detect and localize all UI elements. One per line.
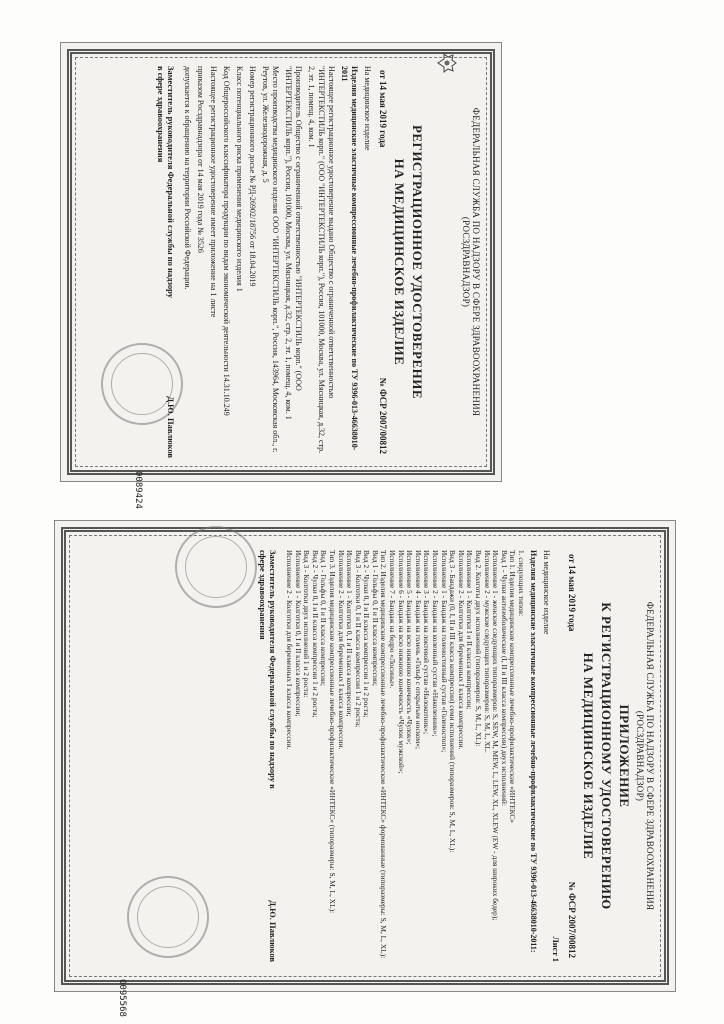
appendix-title-2: К РЕГИСТРАЦИОННОМУ УДОСТОВЕРЕНИЮ	[599, 602, 614, 910]
list-item: Исполнение 3 - Бандаж на локтевой сустав «Налокотник»;	[422, 550, 432, 735]
list-item: 1. следующих типов:	[517, 550, 526, 617]
agency-name: ФЕДЕРАЛЬНАЯ СЛУЖБА ПО НАДЗОРУ В СФЕРЕ ЗДРАВООХРАНЕНИЯ	[645, 601, 655, 911]
list-item: Исполнение 1 - Колготки 0, I и II класса компрессии;	[345, 550, 355, 717]
signer-name: Д.Ю. Павлюков	[166, 396, 176, 458]
agency-name: ФЕДЕРАЛЬНАЯ СЛУЖБА ПО НАДЗОРУ В СФЕРЕ ЗДРАВООХРАНЕНИЯ	[471, 107, 481, 417]
certificate-appendix	[54, 520, 676, 1017]
appendix-items	[284, 536, 525, 976]
list-item: Вид 3 - Колготки двух исполнений 1 и 2 роста:	[302, 550, 312, 698]
list-item: Тип 3. Изделия медицинские компрессионные лечебно-профилактические «ИНТЕКС» (типоразмеры: S, M, L, XL):	[327, 550, 337, 914]
appendix-dateline	[567, 554, 577, 958]
signature-block	[258, 550, 278, 962]
text-p1: На медицинское изделие	[363, 66, 372, 151]
serial-number: 0089424	[133, 471, 143, 509]
text-p2: Изделия медицинские эластичные компрессионные лечебно-профилактические по ТУ 9396-013-46638010-2011	[340, 66, 359, 451]
list-item: Вид 2 - Чулки 0, I и II класса компрессии 1 и 2 роста;	[362, 550, 372, 718]
signer-title: Заместитель руководителя Федеральной службы по надзору в сфере здравоохранения	[156, 66, 176, 299]
list-item: Исполнение 2 - Колготки для беременных I класса компрессии.	[456, 550, 466, 750]
list-item: Исполнение 7 - Бандаж на бедро «Лосины».	[388, 550, 398, 689]
certificate-content	[81, 52, 481, 472]
certificate-title-2: НА МЕДИЦИНСКОЕ ИЗДЕЛИЕ	[392, 158, 407, 366]
list-item: Вид 1 - Чулки антиэмболические (I, II и III класса компрессии) двух исполнений:	[499, 550, 509, 806]
signer-title: Заместитель руководителя Федеральной службы по надзору в сфере здравоохранения	[258, 550, 279, 789]
certificate-date: от 14 мая 2019 года	[378, 70, 388, 148]
appendix-content	[75, 536, 655, 976]
list-item: Вид 3 - Бандажи (0, I, II и III класса компрессии) семи исполнений (типоразмеров: S, M, L, XL):	[448, 550, 458, 853]
list-item: Исполнение 6 - Бандаж на всю нижнюю конечность «Чулок мужской»;	[396, 550, 406, 774]
registration-certificate	[60, 42, 502, 509]
list-item: Вид 1 - Гольфы 0, I и II класса компрессии;	[319, 550, 329, 686]
list-item: Исполнение 4 - Бандаж на голень «Гольф с открытым носком»;	[413, 550, 423, 749]
list-item: Исполнение 2 - Колготки для беременных I класса компрессии.	[336, 550, 346, 750]
list-item: Вид 2 - Чулки 0, I и II класса компрессии 1 и 2 роста;	[310, 550, 320, 718]
text-p9: Настоящее регистрационное удостоверение имеет приложение на 1 листе	[209, 66, 218, 318]
text-p8: Код Общероссийского классификатора продукции по видам экономической деятельности 14.31.10.249	[222, 66, 231, 416]
sheet-number: Лист 1	[551, 936, 561, 962]
list-item: Исполнение 5 - Бандаж на всю нижнюю конечность «Чулок»;	[405, 550, 415, 745]
text-p5: Место производства медицинского изделия ООО "ИНТЕРТЕКСТИЛЬ корп.", Россия, 143964, Московская обл., г. Реутов, ул. Железнодорожная, д. 5	[261, 66, 280, 453]
agency-short: (РОСЗДРАВНАДЗОР)	[461, 216, 471, 308]
certificate-number: № ФСР 2007/00812	[378, 377, 388, 454]
signature-block	[156, 66, 176, 458]
text-p7: Класс потенциального риска применения медицинского изделия 1	[235, 66, 244, 292]
list-item: Исполнение 2 - мужские следующих типоразмеров: S, M, L, XL.	[482, 550, 492, 753]
signer-name: Д.Ю. Павлюков	[268, 900, 279, 962]
list-item: Тип 2. Изделия медицинские компрессионные лечебно-профилактические «ИНТЕКС» формованные (типоразмеры: S, M, L, XL):	[379, 550, 389, 959]
list-item: Исполнение 1 - Колготки I и II класса компрессии;	[465, 550, 475, 710]
certificate-title-1: РЕГИСТРАЦИОННОЕ УДОСТОВЕРЕНИЕ	[410, 124, 425, 400]
text-p4: Производитель Общество с ограниченной ответственностью "ИНТЕРТЕКСТИЛЬ корп." (ООО "ИНТЕРТЕКСТИЛЬ корп."), Россия, 101000, Москва, ул. Мясницкая, д.32, стр. 2, эт. 1, помещ. 4, ком. 1	[284, 66, 303, 420]
list-item: Вид 1 - Гольфы 0, I и II класса компрессии;	[370, 550, 380, 686]
text-p10: приказом Росздравнадзора от 14 мая 2019 года № 3526	[196, 66, 205, 253]
list-item: Тип 1. Изделия медицинские компрессионные лечебно-профилактические «ИНТЕКС»	[508, 550, 518, 823]
serial-number: 0095568	[117, 979, 127, 1017]
appendix-title-1: ПРИЛОЖЕНИЕ	[617, 704, 632, 808]
text-p6: Номер регистрационного досье № РД-26902/18756 от 18.04.2019	[248, 66, 257, 287]
text-p11: допускается к обращению на территории Российской Федерации.	[183, 66, 192, 290]
appendix-title-3: НА МЕДИЦИНСКОЕ ИЗДЕЛИЕ	[581, 652, 596, 860]
agency-short: (РОСЗДРАВНАДЗОР)	[635, 710, 645, 802]
list-item: Исполнение 1 - Колготки 0, I и II класса компрессии;	[293, 550, 303, 717]
appendix-date: от 14 мая 2019 года	[567, 554, 577, 632]
list-item: Исполнение 2 - Бандаж на коленный сустав «Наколенник»;	[431, 550, 441, 737]
list-item: Исполнение 2 - Колготки для беременных I класса компрессии.	[284, 550, 294, 750]
certificate-dateline	[378, 70, 388, 454]
list-item: Вид 3 - Колготки 0, I и II класса компрессии 1 и 2 роста;	[353, 550, 363, 728]
list-item: Исполнение 1 - Бандаж на голеностопный сустав «Голеностоп»;	[439, 550, 449, 753]
list-item: Вид 2. Колготы двух исполнений (типоразмеров: S, M, L, XL):	[474, 550, 484, 747]
appendix-intro2: Изделия медицинские эластичные компрессионные лечебно-профилактические по ТУ 9396-013-46638010-2011:	[529, 550, 538, 953]
coat-of-arms-icon	[436, 52, 458, 74]
appendix-intro1: На медицинское изделие	[542, 550, 551, 635]
appendix-number: № ФСР 2007/00812	[567, 881, 577, 958]
text-p3: Настоящее регистрационное удостоверение выдано Общество с ограниченной ответственностью "ИНТЕРТЕКСТИЛЬ корп." (ООО "ИНТЕРТЕКСТИЛЬ корп."), Россия, 101000, Москва, ул. Мясницкая, д.32, стр. 2, эт. 1, помещ. 4, ком. 1	[307, 66, 336, 454]
list-item: Исполнение 1 - женские следующих типоразмеров: S, SEW, M, MEW, L, LEW, XL, XLEW (EW - для широких бедер);	[491, 550, 501, 921]
